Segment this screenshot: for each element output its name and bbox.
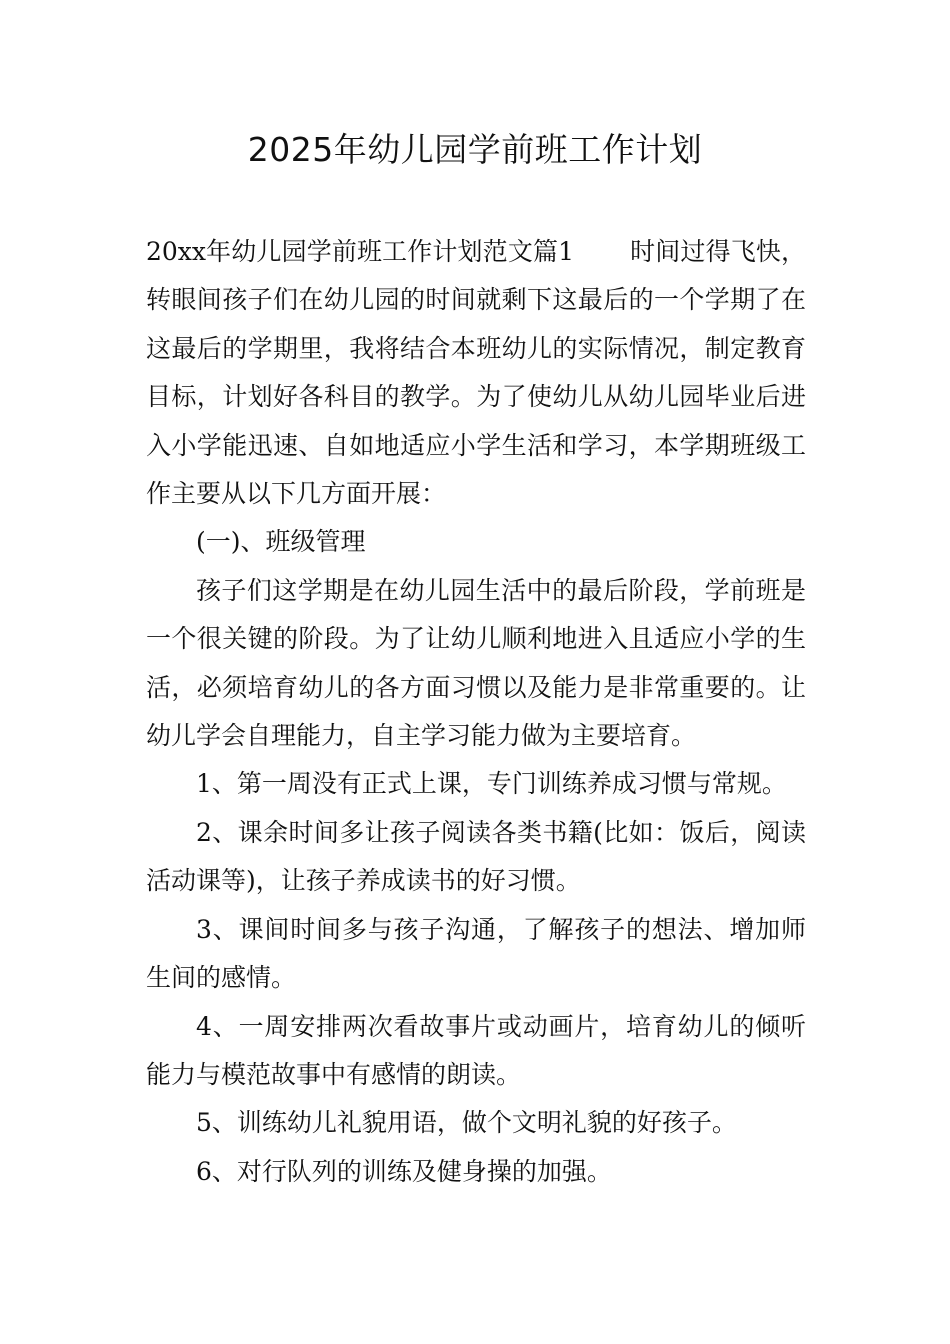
document-body [146, 228, 806, 1196]
document-title: 2025年幼儿园学前班工作计划 [247, 130, 703, 169]
section-1-heading: (一)、班级管理 [196, 527, 366, 557]
list-item-1: 1、第一周没有正式上课，专门训练养成习惯与常规。 [196, 769, 787, 799]
list-item-3: 3、课间时间多与孩子沟通，了解孩子的想法、增加师生间的感情。 [146, 914, 806, 993]
list-item-2: 2、课余时间多让孩子阅读各类书籍(比如：饭后，阅读活动课等)，让孩子养成读书的好习惯。 [146, 817, 806, 896]
section-1-paragraph: 孩子们这学期是在幼儿园生活中的最后阶段，学前班是一个很关键的阶段。为了让幼儿顺利地进入且适应小学的生活，必须培育幼儿的各方面习惯以及能力是非常重要的。让幼儿学会自理能力，自主学习能力做为主要培育。 [146, 575, 806, 751]
list-item-5: 5、训练幼儿礼貌用语，做个文明礼貌的好孩子。 [196, 1108, 737, 1138]
list-item-4: 4、一周安排两次看故事片或动画片，培育幼儿的倾听能力与模范故事中有感情的朗读。 [146, 1011, 806, 1089]
intro-heading: 20xx年幼儿园学前班工作计划范文篇1 [146, 237, 575, 266]
list-item-6: 6、对行队列的训练及健身操的加强。 [196, 1156, 612, 1186]
intro-paragraph [146, 228, 806, 518]
intro-text: 时间过得飞快，转眼间孩子们在幼儿园的时间就剩下这最后的一个学期了在这最后的学期里，我将结合本班幼儿的实际情况，制定教育目标，计划好各科目的教学。为了使幼儿从幼儿园毕业后进入小学能迅速、自如地适应小学生活和学习，本学期班级工作主要从以下几方面开展： [146, 237, 806, 509]
